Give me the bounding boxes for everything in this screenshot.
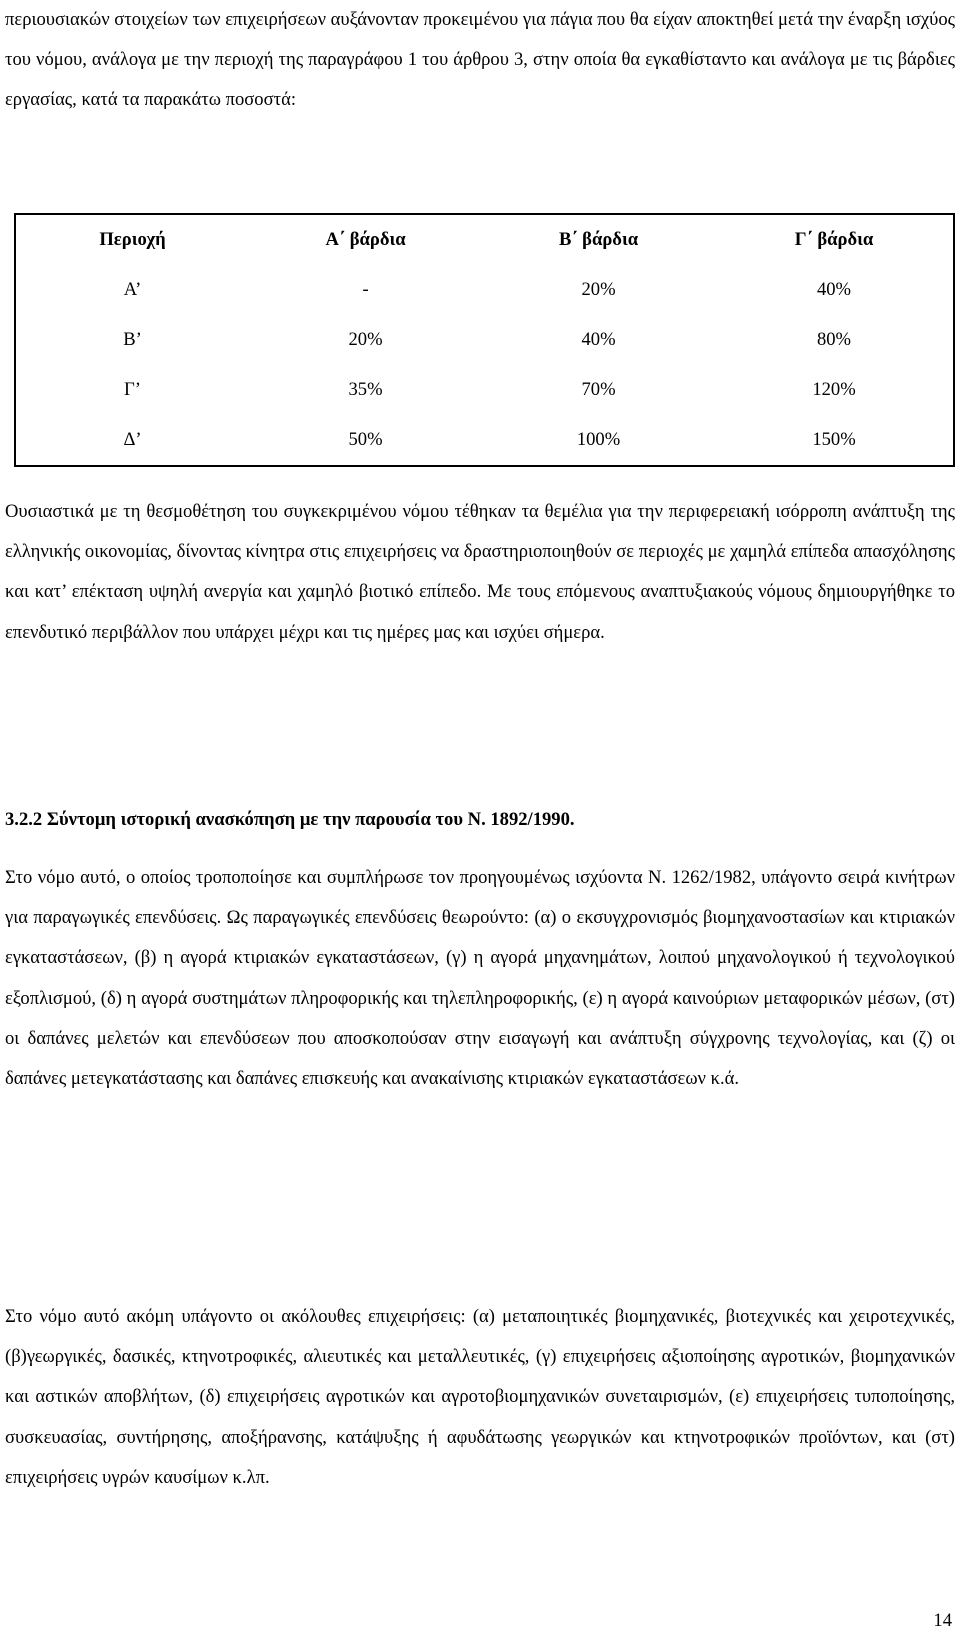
header-shift-c: Γ΄ βάρδια xyxy=(794,229,874,250)
table-cell: Δ’ xyxy=(123,429,142,450)
header-shift-a: Α΄ βάρδια xyxy=(325,229,406,250)
table-cell: 50% xyxy=(348,429,383,450)
table-cell: 20% xyxy=(581,279,616,300)
table-cell: Β’ xyxy=(123,329,142,350)
table-cell: 120% xyxy=(812,379,856,400)
table-cell: 40% xyxy=(581,329,616,350)
businesses-paragraph: Στο νόμο αυτό ακόμη υπάγοντο οι ακόλουθες επιχειρήσεις: (α) μεταποιητικές βιομηχανικές, βιοτεχνικές και χειροτεχνικές, (β)γεωργικές, δασικές, κτηνοτροφικές, αλιευτικές και μεταλλευτικές, (γ) επιχειρήσεις αξιοποίησης αγροτικών, βιομηχανικών και αστικών αποβλήτων, (δ) επιχειρήσεις αγροτικών και αγροτοβιομηχανικών συνεταιρισμών, (ε) επιχειρήσεις τυποποίησης, συσκευασίας, συντήρησης, αποξήρανσης, κατάψυξης ή αφυδάτωσης γεωργικών και κτηνοτροφικών προϊόντων, και (στ) επιχειρήσεις υγρών καυσίμων κ.λπ. xyxy=(5,1306,955,1488)
table-cell: - xyxy=(362,279,369,300)
law-1892-paragraph: Στο νόμο αυτό, ο οποίος τροποποίησε και συμπλήρωσε τον προηγουμένως ισχύοντα Ν. 1262/1982, υπάγοντο σειρά κινήτρων για παραγωγικές επενδύσεις. Ως παραγωγικές επενδύσεις θεωρούντο: (α) ο εκσυγχρονισμός βιομηχανοστασίων και κτιριακών εγκαταστάσεων, (β) η αγορά κτιριακών εγκαταστάσεων, (γ) η αγορά μηχανημάτων, λοιπού μηχανολογικού ή τεχνολογικού εξοπλισμού, (δ) η αγορά συστημάτων πληροφορικής και τηλεπληροφορικής, (ε) η αγορά καινούριων μεταφορικών μέσων, (στ) οι δαπάνες μελετών και επενδύσεων που αποσκοπούσαν στην εισαγωγή και ανάπτυξη σύγχρονης τεχνολογίας, και (ζ) οι δαπάνες μετεγκατάστασης και δαπάνες επισκευής και ανακαίνισης κτιριακών εγκαταστάσεων κ.ά. xyxy=(5,867,955,1090)
table-cell: 70% xyxy=(581,379,616,400)
table-row xyxy=(15,415,954,466)
shift-rates-table xyxy=(14,213,955,467)
table-cell: 40% xyxy=(816,279,852,300)
table-row xyxy=(15,365,954,415)
header-shift-b: Β΄ βάρδια xyxy=(558,229,639,250)
table-cell: 80% xyxy=(816,329,852,350)
table-cell: 35% xyxy=(348,379,383,400)
page-number: 14 xyxy=(933,1610,952,1631)
table-cell: 20% xyxy=(348,329,383,350)
table-cell: 150% xyxy=(812,429,856,450)
section-heading: 3.2.2 Σύντομη ιστορική ανασκόπηση με την παρουσία του Ν. 1892/1990. xyxy=(5,809,575,830)
table-row xyxy=(15,265,954,315)
table-row xyxy=(15,315,954,365)
header-region: Περιοχή xyxy=(99,229,166,250)
table-cell: 100% xyxy=(576,429,621,450)
table-header-row xyxy=(15,214,954,265)
table-cell: Α’ xyxy=(123,279,142,300)
table-cell: Γ’ xyxy=(124,379,141,400)
summary-paragraph: Ουσιαστικά με τη θεσμοθέτηση του συγκεκριμένου νόμου τέθηκαν τα θεμέλια για την περιφερειακή ισόρροπη ανάπτυξη της ελληνικής οικονομίας, δίνοντας κίνητρα στις επιχειρήσεις να δραστηριοποιηθούν σε περιοχές με χαμηλά επίπεδα απασχόλησης και κατ’ επέκταση υψηλή ανεργία και χαμηλό βιοτικό επίπεδο. Με τους επόμενους αναπτυξιακούς νόμους δημιουργήθηκε το επενδυτικό περιβάλλον που υπάρχει μέχρι και τις ημέρες μας και ισχύει σήμερα. xyxy=(5,501,955,643)
intro-paragraph: περιουσιακών στοιχείων των επιχειρήσεων αυξάνονταν προκειμένου για πάγια που θα είχαν αποκτηθεί μετά την έναρξη ισχύος του νόμου, ανάλογα με την περιοχή της παραγράφου 1 του άρθρου 3, στην οποία θα εγκαθίσταντο και ανάλογα με τις βάρδιες εργασίας, κατά τα παρακάτω ποσοστά: xyxy=(5,9,955,111)
